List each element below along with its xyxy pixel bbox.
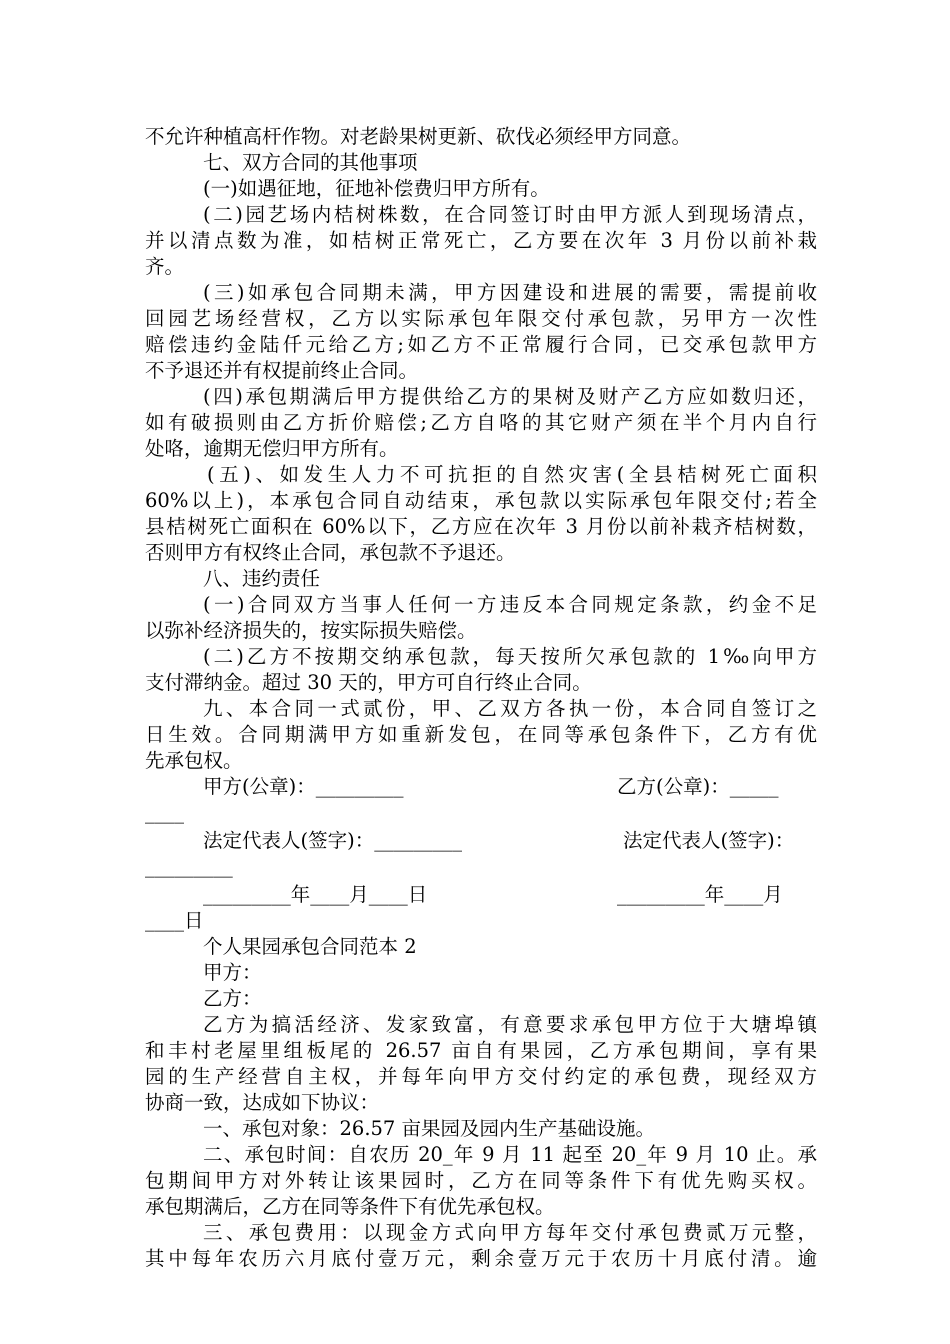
text-line: (五)、如发生人力不可抗拒的自然灾害(全县桔树死亡面积 — [207, 463, 817, 486]
text-line: 三、承包费用：以现金方式向甲方每年交付承包费贰万元整， — [203, 1221, 817, 1244]
text-line: 处咯，逾期无偿归甲方所有。 — [145, 437, 399, 460]
text-line: _________ — [145, 855, 233, 878]
text-line: 不允许种植高杆作物。对老龄果树更新、砍伐必须经甲方同意。 — [145, 125, 692, 148]
text-line: (二)乙方不按期交纳承包款，每天按所欠承包款的 1‰向甲方 — [203, 645, 817, 668]
text-line: (四)承包期满后甲方提供给乙方的果树及财产乙方应如数归还， — [203, 385, 817, 408]
text-line: (一)如遇征地，征地补偿费归甲方所有。 — [203, 177, 550, 200]
section-heading: 八、违约责任 — [203, 567, 321, 590]
party-b-date: _________年____月 — [617, 883, 783, 906]
text-line: 先承包权。 — [145, 749, 243, 772]
text-line: ____ — [145, 801, 184, 824]
date-row — [145, 882, 817, 908]
text-line: 60%以上)，本承包合同自动结束，承包款以实际承包年限交付;若全 — [145, 489, 817, 512]
party-a-representative: 法定代表人(签字)：_________ — [203, 829, 462, 852]
representative-row — [145, 828, 817, 854]
document-page — [145, 124, 817, 1272]
text-line: 否则甲方有权终止合同，承包款不予退还。 — [145, 541, 516, 564]
text-line: 回园艺场经营权，乙方以实际承包年限交付承包款，另甲方一次性 — [145, 307, 817, 330]
text-line: 以弥补经济损失的，按实际损失赔偿。 — [145, 619, 477, 642]
party-a-seal: 甲方(公章)：_________ — [203, 775, 404, 798]
text-line: (三)如承包合同期未满，甲方因建设和进展的需要，需提前收 — [203, 281, 817, 304]
text-line: 齐。 — [145, 255, 185, 278]
section-heading: 七、双方合同的其他事项 — [203, 151, 418, 174]
text-line: (二)园艺场内桔树株数，在合同签订时由甲方派人到现场清点， — [203, 203, 817, 226]
party-a-label: 甲方： — [203, 961, 262, 984]
text-line: 协商一致，达成如下协议： — [145, 1091, 380, 1114]
text-line: 乙方为搞活经济、发家致富，有意要求承包甲方位于大塘埠镇 — [203, 1013, 817, 1036]
text-line: 日生效。合同期满甲方如重新发包，在同等承包条件下，乙方有优 — [145, 723, 817, 746]
text-line: (一)合同双方当事人任何一方违反本合同规定条款，约金不足 — [203, 593, 817, 616]
text-line: 二、承包时间：自农历 20_年 9 月 11 起至 20_年 9 月 10 止。承 — [203, 1143, 817, 1166]
text-line: ____日 — [145, 909, 204, 932]
text-line: 赔偿违约金陆仟元给乙方;如乙方不正常履行合同，已交承包款甲方 — [145, 333, 817, 356]
text-line: 其中每年农历六月底付壹万元，剩余壹万元于农历十月底付清。逾 — [145, 1247, 817, 1270]
text-line: 县桔树死亡面积在 60%以下，乙方应在次年 3 月份以前补栽齐桔树数， — [145, 515, 817, 538]
seal-row — [145, 774, 817, 800]
text-line: 不予退还并有权提前终止合同。 — [145, 359, 419, 382]
text-line: 支付滞纳金。超过 30 天的，甲方可自行终止合同。 — [145, 671, 592, 694]
text-line: 承包期满后，乙方在同等条件下有优先承包权。 — [145, 1195, 555, 1218]
text-line: 如有破损则由乙方折价赔偿;乙方自咯的其它财产须在半个月内自行 — [145, 411, 817, 434]
document-title: 个人果园承包合同范本 2 — [203, 935, 417, 958]
text-line: 并以清点数为准，如桔树正常死亡，乙方要在次年 3 月份以前补栽 — [145, 229, 817, 252]
party-b-label: 乙方： — [203, 987, 262, 1010]
text-line: 和丰村老屋里组板尾的 26.57 亩自有果园，乙方承包期间，享有果 — [145, 1039, 817, 1062]
text-line: 九、本合同一式贰份，甲、乙双方各执一份，本合同自签订之 — [203, 697, 817, 720]
party-b-seal: 乙方(公章)：_____ — [617, 775, 779, 798]
party-a-date: _________年____月____日 — [203, 883, 428, 906]
text-line: 园的生产经营自主权，并每年向甲方交付约定的承包费，现经双方 — [145, 1065, 817, 1088]
party-b-representative: 法定代表人(签字)： — [623, 829, 795, 852]
text-line: 一、承包对象：26.57 亩果园及园内生产基础设施。 — [203, 1117, 656, 1140]
text-line: 包期间甲方对外转让该果园时，乙方在同等条件下有优先购买权。 — [145, 1169, 817, 1192]
